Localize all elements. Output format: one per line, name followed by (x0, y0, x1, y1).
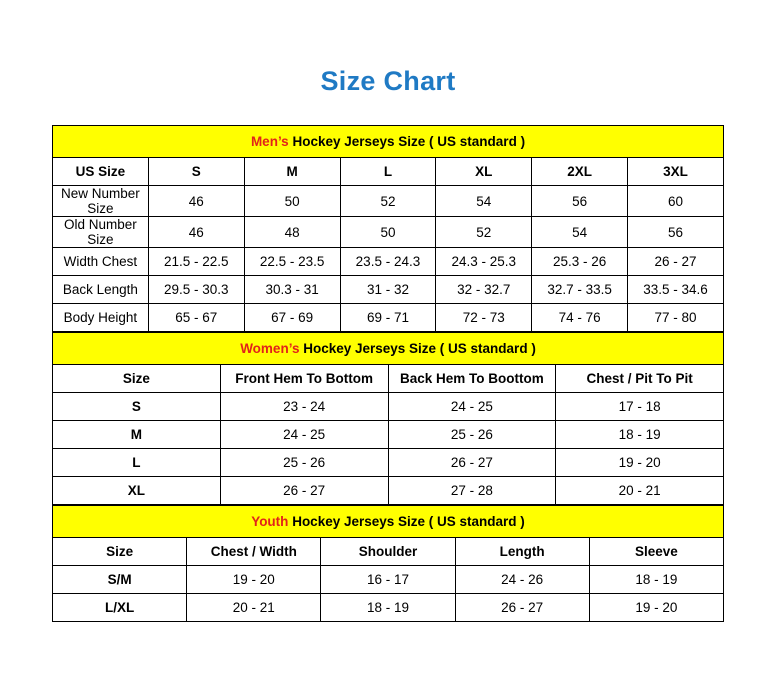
table-header-row (53, 158, 724, 186)
womens-row-2-cell-2: 26 - 27 (388, 449, 556, 477)
mens-row-2-cell-3: 23.5 - 24.3 (340, 248, 436, 276)
womens-banner-accent: Women’s (240, 341, 300, 356)
youth-row-1-cell-0: L/XL (53, 594, 187, 622)
size-chart-container (52, 125, 724, 622)
mens-row-2-cell-0: Width Chest (53, 248, 149, 276)
mens-row-1-cell-2: 48 (244, 217, 340, 248)
mens-row-4-cell-1: 65 - 67 (148, 304, 244, 332)
table-row (53, 449, 724, 477)
mens-row-4-cell-3: 69 - 71 (340, 304, 436, 332)
youth-header-cell-0: Size (53, 538, 187, 566)
table-banner-row (53, 126, 724, 158)
mens-banner-cell (53, 126, 724, 158)
mens-row-2-cell-4: 24.3 - 25.3 (436, 248, 532, 276)
table-row (53, 276, 724, 304)
table-row (53, 477, 724, 505)
womens-row-3-cell-0: XL (53, 477, 221, 505)
mens-row-3-cell-4: 32 - 32.7 (436, 276, 532, 304)
mens-header-cell-1: S (148, 158, 244, 186)
mens-row-4-cell-6: 77 - 80 (628, 304, 724, 332)
youth-row-1-cell-2: 18 - 19 (321, 594, 455, 622)
womens-row-3-cell-2: 27 - 28 (388, 477, 556, 505)
youth-header-cell-1: Chest / Width (187, 538, 321, 566)
table-row (53, 248, 724, 276)
mens-row-4-cell-0: Body Height (53, 304, 149, 332)
womens-row-1-cell-1: 24 - 25 (220, 421, 388, 449)
womens-header-cell-2: Back Hem To Boottom (388, 365, 556, 393)
mens-header-cell-5: 2XL (532, 158, 628, 186)
table-row (53, 393, 724, 421)
youth-size-table (52, 505, 724, 622)
mens-row-0-cell-0: New Number Size (53, 186, 149, 217)
youth-row-0-cell-2: 16 - 17 (321, 566, 455, 594)
mens-row-4-cell-4: 72 - 73 (436, 304, 532, 332)
mens-row-0-cell-4: 54 (436, 186, 532, 217)
womens-row-2-cell-0: L (53, 449, 221, 477)
womens-row-1-cell-3: 18 - 19 (556, 421, 724, 449)
youth-row-0-cell-1: 19 - 20 (187, 566, 321, 594)
youth-row-1-cell-3: 26 - 27 (455, 594, 589, 622)
table-banner-row (53, 333, 724, 365)
womens-row-0-cell-1: 23 - 24 (220, 393, 388, 421)
womens-banner-cell (53, 333, 724, 365)
mens-row-0-cell-2: 50 (244, 186, 340, 217)
mens-row-3-cell-2: 30.3 - 31 (244, 276, 340, 304)
youth-header-cell-3: Length (455, 538, 589, 566)
womens-row-2-cell-1: 25 - 26 (220, 449, 388, 477)
womens-row-1-cell-0: M (53, 421, 221, 449)
mens-row-1-cell-3: 50 (340, 217, 436, 248)
womens-row-3-cell-3: 20 - 21 (556, 477, 724, 505)
womens-row-0-cell-2: 24 - 25 (388, 393, 556, 421)
mens-header-cell-2: M (244, 158, 340, 186)
mens-row-2-cell-5: 25.3 - 26 (532, 248, 628, 276)
table-row (53, 186, 724, 217)
mens-banner-rest: Hockey Jerseys Size ( US standard ) (288, 134, 526, 149)
table-header-row (53, 365, 724, 393)
mens-header-cell-6: 3XL (628, 158, 724, 186)
mens-row-0-cell-1: 46 (148, 186, 244, 217)
mens-row-3-cell-1: 29.5 - 30.3 (148, 276, 244, 304)
table-row (53, 594, 724, 622)
mens-row-0-cell-5: 56 (532, 186, 628, 217)
table-row (53, 421, 724, 449)
womens-size-table (52, 332, 724, 505)
mens-row-0-cell-6: 60 (628, 186, 724, 217)
womens-row-0-cell-0: S (53, 393, 221, 421)
youth-row-0-cell-4: 18 - 19 (589, 566, 723, 594)
womens-header-cell-1: Front Hem To Bottom (220, 365, 388, 393)
mens-row-1-cell-4: 52 (436, 217, 532, 248)
womens-row-1-cell-2: 25 - 26 (388, 421, 556, 449)
womens-row-0-cell-3: 17 - 18 (556, 393, 724, 421)
youth-header-cell-2: Shoulder (321, 538, 455, 566)
mens-row-1-cell-5: 54 (532, 217, 628, 248)
youth-banner-rest: Hockey Jerseys Size ( US standard ) (288, 514, 525, 529)
youth-row-1-cell-4: 19 - 20 (589, 594, 723, 622)
table-row (53, 304, 724, 332)
womens-header-cell-3: Chest / Pit To Pit (556, 365, 724, 393)
mens-banner-accent: Men’s (250, 134, 289, 149)
mens-row-0-cell-3: 52 (340, 186, 436, 217)
mens-row-3-cell-3: 31 - 32 (340, 276, 436, 304)
mens-header-cell-4: XL (436, 158, 532, 186)
mens-header-cell-3: L (340, 158, 436, 186)
womens-header-cell-0: Size (53, 365, 221, 393)
youth-banner-accent: Youth (251, 514, 289, 529)
womens-row-2-cell-3: 19 - 20 (556, 449, 724, 477)
youth-header-cell-4: Sleeve (589, 538, 723, 566)
table-banner-row (53, 506, 724, 538)
mens-header-cell-0: US Size (53, 158, 149, 186)
youth-row-0-cell-3: 24 - 26 (455, 566, 589, 594)
mens-row-2-cell-2: 22.5 - 23.5 (244, 248, 340, 276)
page-title: Size Chart (320, 66, 456, 96)
mens-row-1-cell-0: Old Number Size (53, 217, 149, 248)
mens-row-1-cell-1: 46 (148, 217, 244, 248)
mens-row-4-cell-2: 67 - 69 (244, 304, 340, 332)
mens-row-3-cell-5: 32.7 - 33.5 (532, 276, 628, 304)
mens-row-2-cell-6: 26 - 27 (628, 248, 724, 276)
mens-row-1-cell-6: 56 (628, 217, 724, 248)
mens-row-3-cell-0: Back Length (53, 276, 149, 304)
youth-row-1-cell-1: 20 - 21 (187, 594, 321, 622)
mens-size-table (52, 125, 724, 332)
mens-row-4-cell-5: 74 - 76 (532, 304, 628, 332)
youth-row-0-cell-0: S/M (53, 566, 187, 594)
mens-row-2-cell-1: 21.5 - 22.5 (148, 248, 244, 276)
youth-banner-cell (53, 506, 724, 538)
table-header-row (53, 538, 724, 566)
womens-row-3-cell-1: 26 - 27 (220, 477, 388, 505)
table-row (53, 217, 724, 248)
mens-row-3-cell-6: 33.5 - 34.6 (628, 276, 724, 304)
womens-banner-rest: Hockey Jerseys Size ( US standard ) (299, 341, 536, 356)
table-row (53, 566, 724, 594)
